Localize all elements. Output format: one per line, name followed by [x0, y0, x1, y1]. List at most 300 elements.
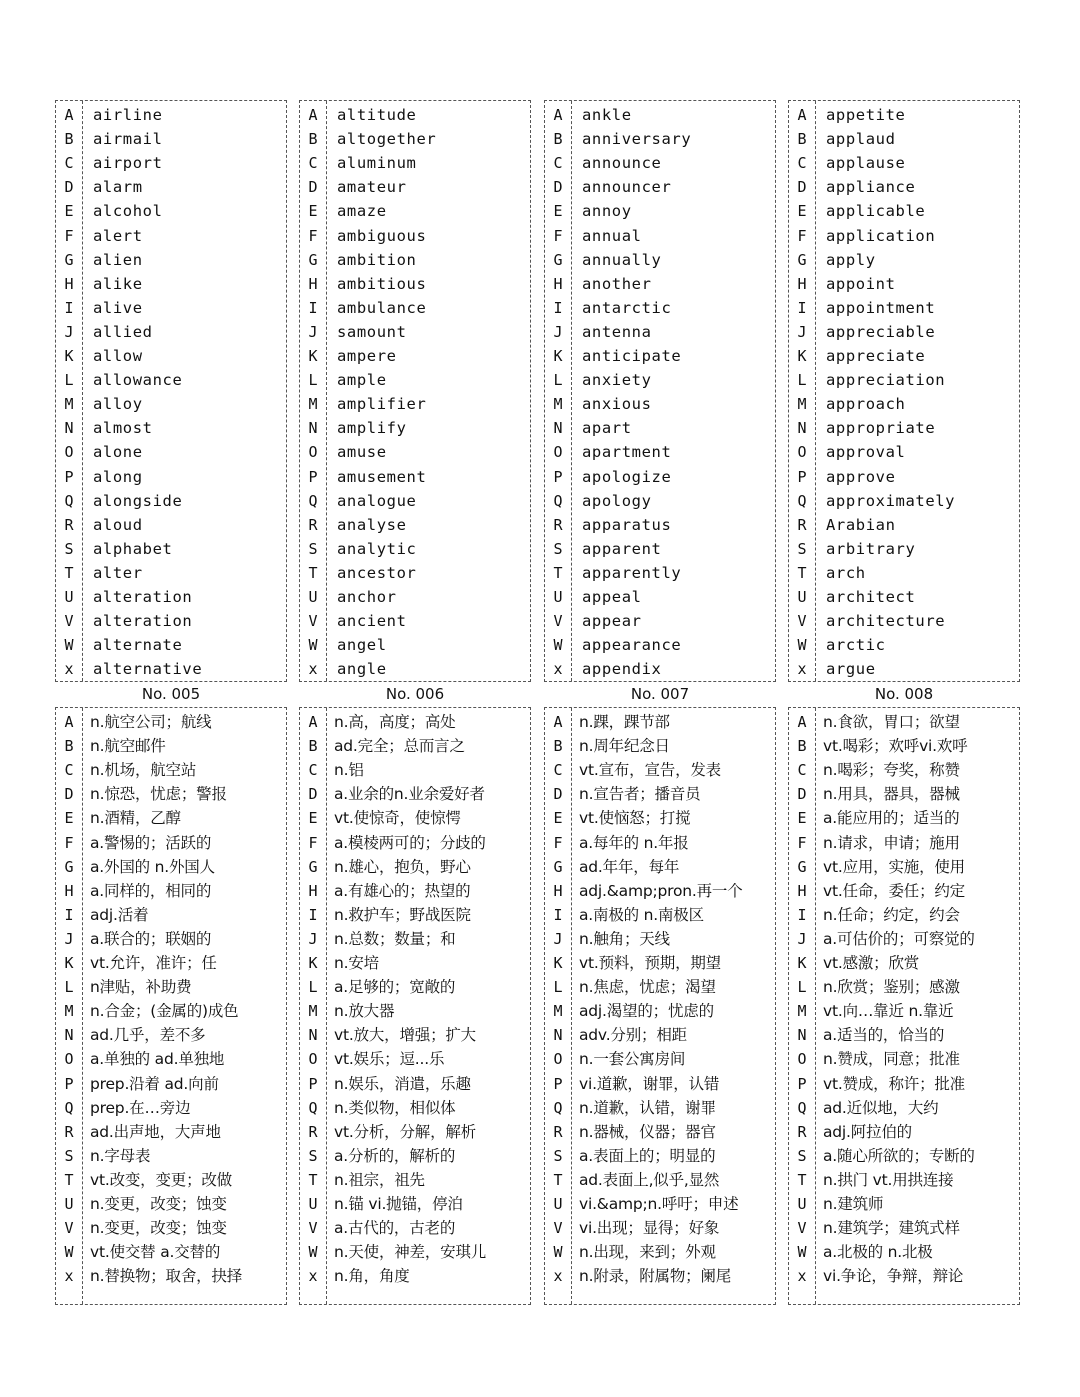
vocab-word: announcer: [582, 178, 672, 197]
vocab-definition: n.拱门 vt.用拱连接: [823, 1170, 954, 1189]
row-letter: L: [308, 371, 318, 390]
row-letter: N: [308, 419, 318, 438]
vocab-definition: a.每年的 n.年报: [579, 833, 689, 852]
vocab-definition: n.道歉，认错，谢罪: [579, 1098, 716, 1117]
vocab-definition: prep.沿着 ad.向前: [90, 1074, 219, 1093]
row-letter: R: [797, 1122, 807, 1141]
vocab-definition: prep.在…旁边: [90, 1098, 191, 1117]
row-letter: L: [553, 978, 563, 997]
vocab-definition: vt.分析，分解，解析: [334, 1122, 476, 1141]
vocab-word: annual: [582, 226, 642, 245]
row-letter: A: [553, 713, 563, 731]
definition-list: [788, 707, 1020, 1305]
vocab-definition: n.高，高度；高处: [334, 713, 456, 731]
row-letter: Q: [64, 1098, 74, 1117]
vocab-definition: a.模棱两可的；分歧的: [334, 833, 486, 852]
row-letter: V: [308, 1219, 318, 1238]
vocab-word: alteration: [93, 612, 193, 631]
row-letter: P: [308, 1074, 318, 1093]
vocab-definition: vt.放大，增强；扩大: [334, 1026, 476, 1045]
vocab-word: amusement: [337, 467, 427, 486]
vocab-definition: n.总数；数量；和: [334, 929, 456, 948]
word-list: [544, 100, 776, 682]
vocab-word: alteration: [93, 588, 193, 606]
row-letter: D: [308, 785, 318, 804]
row-letter: A: [64, 106, 74, 124]
vocab-word: architect: [826, 588, 916, 606]
row-letter: H: [308, 274, 318, 293]
vocab-definition: ad.出声地，大声地: [90, 1122, 221, 1141]
vocab-word: approach: [826, 395, 906, 414]
row-letter: H: [553, 274, 563, 293]
row-letter: W: [553, 1243, 563, 1262]
vocab-definition: a.适当的，恰当的: [823, 1026, 945, 1045]
row-letter: G: [797, 857, 807, 876]
word-list: [55, 100, 287, 682]
row-letter: H: [308, 881, 318, 900]
row-letter: Q: [308, 1098, 318, 1117]
row-letter: J: [797, 322, 807, 341]
row-letter: I: [553, 905, 563, 924]
vocab-word: apart: [582, 419, 632, 438]
row-letter: C: [308, 761, 318, 780]
vocab-definition: a.能应用的；适当的: [823, 809, 960, 828]
vocab-word: appreciable: [826, 322, 936, 341]
row-letter: P: [64, 467, 74, 486]
row-letter: O: [797, 443, 807, 462]
vocab-definition: adj.阿拉伯的: [823, 1122, 912, 1141]
row-letter: Q: [553, 1098, 563, 1117]
row-letter: U: [553, 1195, 563, 1213]
vocab-word: amplify: [337, 419, 407, 438]
row-letter: I: [553, 298, 563, 317]
row-letter: D: [797, 785, 807, 804]
vocab-word: angel: [337, 636, 387, 655]
row-letter: R: [308, 515, 318, 534]
row-letter: B: [553, 130, 563, 149]
vocab-word: anticipate: [582, 347, 682, 365]
vocab-word: apply: [826, 250, 876, 269]
list-number-label: No. 008: [874, 685, 934, 703]
vocab-definition: n.喝彩；夸奖，称赞: [823, 761, 960, 780]
vocab-definition: adv.分别；相距: [579, 1026, 687, 1045]
row-letter: I: [308, 905, 318, 924]
vocab-column-3: [544, 100, 776, 1305]
row-letter: Q: [64, 491, 74, 510]
vocab-word: announce: [582, 154, 662, 173]
row-letter: B: [797, 737, 807, 756]
vocab-word: argue: [826, 660, 876, 679]
row-letter: C: [308, 154, 318, 173]
row-letter: K: [797, 347, 807, 365]
list-number-label: No. 007: [630, 685, 690, 703]
vocab-definition: vi.争论，争辩，辩论: [823, 1267, 964, 1286]
vocab-definition: n.放大器: [334, 1002, 395, 1021]
row-letter: W: [553, 636, 563, 655]
vocab-definition: n.锚 vi.抛锚，停泊: [334, 1195, 463, 1213]
row-letter: x: [797, 1267, 807, 1286]
row-letter: V: [797, 612, 807, 631]
row-letter: V: [553, 1219, 563, 1238]
row-letter: P: [553, 467, 563, 486]
vocab-word: applicable: [826, 202, 926, 221]
row-letter: Q: [553, 491, 563, 510]
row-letter: x: [308, 1267, 318, 1286]
row-letter: A: [797, 106, 807, 124]
vocab-definition: a.古代的，古老的: [334, 1219, 456, 1238]
vocab-definition: vt.感激；欣赏: [823, 954, 920, 972]
row-letter: H: [553, 881, 563, 900]
row-letter: F: [64, 226, 74, 245]
row-letter: O: [308, 443, 318, 462]
vocab-definition: n.触角；天线: [579, 929, 670, 948]
row-letter: G: [308, 857, 318, 876]
row-letter: C: [64, 761, 74, 780]
row-letter: H: [797, 274, 807, 293]
row-letter: M: [308, 1002, 318, 1021]
vocab-word: alternate: [93, 636, 183, 655]
row-letter: E: [797, 202, 807, 221]
vocab-definition: ad.表面上,似乎,显然: [579, 1170, 720, 1189]
row-letter: E: [553, 809, 563, 828]
vocab-word: ambiguous: [337, 226, 427, 245]
row-letter: G: [553, 857, 563, 876]
vocab-definition: vi.道歉，谢罪，认错: [579, 1074, 720, 1093]
vocab-definition: vt.应用，实施，使用: [823, 857, 965, 876]
row-letter: M: [797, 1002, 807, 1021]
row-letter: W: [308, 636, 318, 655]
vocab-definition: n.雄心，抱负，野心: [334, 857, 471, 876]
row-letter: D: [553, 178, 563, 197]
vocab-definition: n.赞成，同意；批准: [823, 1050, 960, 1069]
row-letter: T: [553, 1170, 563, 1189]
row-letter: B: [308, 130, 318, 149]
vocab-word: amplifier: [337, 395, 427, 414]
definition-list: [299, 707, 531, 1305]
row-letter: N: [553, 1026, 563, 1045]
vocab-word: arch: [826, 563, 866, 582]
vocab-word: ambulance: [337, 298, 427, 317]
vocab-definition: n.建筑师: [823, 1195, 884, 1213]
row-letter: D: [797, 178, 807, 197]
word-list: [788, 100, 1020, 682]
row-letter: x: [64, 1267, 74, 1286]
vocab-word: allow: [93, 347, 143, 365]
row-letter: K: [64, 954, 74, 972]
row-letter: U: [308, 1195, 318, 1213]
vocab-word: application: [826, 226, 936, 245]
vocab-definition: n.娱乐，消遣，乐趣: [334, 1074, 471, 1093]
row-letter: A: [553, 106, 563, 124]
vocab-definition: n.合金；(金属的)成色: [90, 1002, 239, 1021]
vocab-definition: a.外国的 n.外国人: [90, 857, 215, 876]
vocab-word: approval: [826, 443, 906, 462]
vocab-column-2: [299, 100, 531, 1305]
vocab-word: anchor: [337, 588, 397, 606]
vocab-word: apologize: [582, 467, 672, 486]
row-letter: J: [553, 929, 563, 948]
vocab-word: apparent: [582, 539, 662, 558]
row-letter: L: [797, 371, 807, 390]
row-letter: I: [64, 298, 74, 317]
vocab-definition: n.救护车；野战医院: [334, 905, 471, 924]
vocab-definition: vt.预料，预期，期望: [579, 954, 721, 972]
row-letter: A: [308, 713, 318, 731]
row-letter: B: [308, 737, 318, 756]
vocab-definition: vt.使交替 a.交替的: [90, 1243, 221, 1262]
vocab-word: apartment: [582, 443, 672, 462]
vocab-word: analytic: [337, 539, 417, 558]
row-letter: V: [308, 612, 318, 631]
row-letter: V: [64, 612, 74, 631]
row-letter: E: [308, 809, 318, 828]
row-letter: J: [797, 929, 807, 948]
vocab-definition: a.表面上的；明显的: [579, 1146, 716, 1165]
row-letter: M: [797, 395, 807, 414]
vocab-definition: vt.喝彩；欢呼vi.欢呼: [823, 737, 968, 756]
vocab-definition: vt.改变，变更；改做: [90, 1170, 232, 1189]
row-letter: P: [553, 1074, 563, 1093]
vocab-definition: vt.允许，准许；任: [90, 954, 217, 972]
row-letter: G: [553, 250, 563, 269]
row-letter: F: [797, 226, 807, 245]
row-letter: G: [308, 250, 318, 269]
vocab-column-4: [788, 100, 1020, 1305]
row-letter: O: [308, 1050, 318, 1069]
vocab-word: almost: [93, 419, 153, 438]
vocab-word: another: [582, 274, 652, 293]
vocab-definition: n.天使，神差，安琪儿: [334, 1243, 487, 1262]
vocab-word: annually: [582, 250, 662, 269]
row-letter: K: [797, 954, 807, 972]
vocab-definition: vt.使恼怒；打搅: [579, 809, 691, 828]
row-letter: V: [64, 1219, 74, 1238]
vocab-definition: n.铝: [334, 761, 364, 780]
vocab-definition: vi.&amp;n.呼吁；申述: [579, 1195, 739, 1213]
vocab-definition: n.惊恐，忧虑；警报: [90, 785, 227, 804]
vocab-definition: n.附录，附属物；阑尾: [579, 1267, 732, 1286]
row-letter: K: [553, 347, 563, 365]
row-letter: U: [797, 588, 807, 606]
vocab-word: anxious: [582, 395, 652, 414]
row-letter: x: [553, 660, 563, 679]
vocab-definition: vi.出现；显得；好象: [579, 1219, 720, 1238]
vocab-definition: a.随心所欲的；专断的: [823, 1146, 975, 1165]
vocab-word: appointment: [826, 298, 936, 317]
vocab-word: appropriate: [826, 419, 936, 438]
vocab-definition: ad.近似地，大约: [823, 1098, 939, 1117]
row-letter: S: [553, 1146, 563, 1165]
vocab-definition: n.器械，仪器；器官: [579, 1122, 716, 1141]
vocab-definition: vt.宣布，宣告，发表: [579, 761, 721, 780]
row-letter: Q: [797, 1098, 807, 1117]
row-letter: E: [553, 202, 563, 221]
vocab-word: analogue: [337, 491, 417, 510]
vocab-word: amaze: [337, 202, 387, 221]
row-letter: C: [797, 761, 807, 780]
vocab-definition: n.航空公司；航线: [90, 713, 212, 731]
list-number-label: No. 005: [141, 685, 201, 703]
row-letter: F: [797, 833, 807, 852]
vocab-word: alter: [93, 563, 143, 582]
row-letter: N: [64, 419, 74, 438]
vocab-word: antarctic: [582, 298, 672, 317]
row-letter: O: [64, 1050, 74, 1069]
vocab-definition: n.替换物；取舍，抉择: [90, 1267, 243, 1286]
row-letter: N: [64, 1026, 74, 1045]
vocab-word: Arabian: [826, 515, 896, 534]
vocab-definition: n.任命；约定，约会: [823, 905, 960, 924]
vocab-word: alike: [93, 274, 143, 293]
row-letter: P: [308, 467, 318, 486]
row-letter: L: [64, 371, 74, 390]
vocab-definition: a.有雄心的；热望的: [334, 881, 471, 900]
vocab-word: along: [93, 467, 143, 486]
vocab-definition: ad.年年，每年: [579, 857, 680, 876]
vocab-definition: n.欣赏；鉴别；感激: [823, 978, 960, 997]
vocab-word: angle: [337, 660, 387, 679]
vocab-word: alternative: [93, 660, 203, 679]
row-letter: R: [64, 515, 74, 534]
vocab-definition: n.焦虑，忧虑；渴望: [579, 978, 716, 997]
row-letter: N: [553, 419, 563, 438]
vocab-definition: vt.向…靠近 n.靠近: [823, 1002, 954, 1021]
vocab-word: appendix: [582, 660, 662, 679]
row-letter: x: [553, 1267, 563, 1286]
row-letter: B: [797, 130, 807, 149]
row-letter: R: [553, 1122, 563, 1141]
vocab-word: appreciation: [826, 371, 946, 390]
row-letter: T: [64, 1170, 74, 1189]
row-letter: D: [308, 178, 318, 197]
row-letter: O: [553, 443, 563, 462]
row-letter: M: [64, 395, 74, 414]
row-letter: R: [64, 1122, 74, 1141]
row-letter: U: [308, 588, 318, 606]
vocab-definition: a.南极的 n.南极区: [579, 905, 704, 924]
vocab-word: airmail: [93, 130, 163, 149]
vocab-word: ankle: [582, 106, 632, 124]
vocab-definition: ad.几乎，差不多: [90, 1026, 206, 1045]
vocab-definition: a.单独的 ad.单独地: [90, 1050, 225, 1069]
row-letter: E: [308, 202, 318, 221]
row-letter: G: [797, 250, 807, 269]
row-letter: N: [797, 1026, 807, 1045]
vocab-word: amuse: [337, 443, 387, 462]
vocab-definition: n.踝，踝节部: [579, 713, 670, 731]
row-letter: G: [64, 857, 74, 876]
row-letter: W: [308, 1243, 318, 1262]
vocab-column-1: [55, 100, 287, 1305]
vocab-word: apparently: [582, 563, 682, 582]
row-letter: P: [64, 1074, 74, 1093]
row-letter: R: [553, 515, 563, 534]
vocab-definition: a.北极的 n.北极: [823, 1243, 933, 1262]
vocab-definition: n.变更，改变；蚀变: [90, 1195, 227, 1213]
vocab-word: anniversary: [582, 130, 692, 149]
row-letter: A: [797, 713, 807, 731]
vocab-word: samount: [337, 322, 407, 341]
row-letter: J: [553, 322, 563, 341]
row-letter: x: [308, 660, 318, 679]
row-letter: F: [308, 833, 318, 852]
vocab-word: applause: [826, 154, 906, 173]
definition-list: [544, 707, 776, 1305]
vocab-word: appoint: [826, 274, 896, 293]
vocab-word: alloy: [93, 395, 143, 414]
vocab-word: approximately: [826, 491, 956, 510]
vocab-definition: n.请求，申请；施用: [823, 833, 960, 852]
vocab-word: arbitrary: [826, 539, 916, 558]
row-letter: T: [797, 1170, 807, 1189]
vocab-word: appear: [582, 612, 642, 631]
row-letter: A: [308, 106, 318, 124]
row-letter: x: [797, 660, 807, 679]
row-letter: G: [64, 250, 74, 269]
vocab-definition: n.宣告者；播音员: [579, 785, 701, 804]
vocab-word: apparatus: [582, 515, 672, 534]
row-letter: O: [553, 1050, 563, 1069]
row-letter: W: [64, 636, 74, 655]
row-letter: T: [553, 563, 563, 582]
row-letter: V: [797, 1219, 807, 1238]
word-list: [299, 100, 531, 682]
row-letter: S: [308, 539, 318, 558]
vocab-definition: a.联合的；联姻的: [90, 929, 212, 948]
row-letter: J: [64, 929, 74, 948]
row-letter: I: [64, 905, 74, 924]
row-letter: U: [64, 1195, 74, 1213]
row-letter: S: [797, 539, 807, 558]
vocab-definition: a.警惕的；活跃的: [90, 833, 212, 852]
vocab-word: apology: [582, 491, 652, 510]
vocab-definition: n.出现，来到；外观: [579, 1243, 716, 1262]
row-letter: T: [308, 1170, 318, 1189]
vocab-word: alarm: [93, 178, 143, 197]
divider: [571, 708, 572, 1304]
row-letter: T: [308, 563, 318, 582]
row-letter: K: [64, 347, 74, 365]
row-letter: Q: [797, 491, 807, 510]
row-letter: J: [64, 322, 74, 341]
row-letter: F: [64, 833, 74, 852]
vocab-definition: vt.任命，委任；约定: [823, 881, 965, 900]
row-letter: S: [797, 1146, 807, 1165]
vocab-word: altitude: [337, 106, 417, 124]
vocab-definition: n.角，角度: [334, 1267, 410, 1286]
vocab-definition: vt.娱乐；逗...乐: [334, 1050, 445, 1069]
row-letter: A: [64, 713, 74, 731]
vocab-definition: n.字母表: [90, 1146, 151, 1165]
divider: [571, 101, 572, 681]
row-letter: U: [64, 588, 74, 606]
row-letter: W: [797, 636, 807, 655]
vocab-definition: vt.使惊奇，使惊愕: [334, 809, 461, 828]
vocab-definition: adj.渴望的；忧虑的: [579, 1002, 714, 1021]
vocab-word: appliance: [826, 178, 916, 197]
row-letter: M: [553, 1002, 563, 1021]
row-letter: J: [308, 929, 318, 948]
divider: [815, 708, 816, 1304]
vocab-definition: n.建筑学；建筑式样: [823, 1219, 960, 1238]
row-letter: N: [797, 419, 807, 438]
row-letter: T: [797, 563, 807, 582]
vocab-definition: a.同样的，相同的: [90, 881, 212, 900]
row-letter: P: [797, 1074, 807, 1093]
vocab-word: alien: [93, 250, 143, 269]
row-letter: S: [553, 539, 563, 558]
row-letter: U: [797, 1195, 807, 1213]
